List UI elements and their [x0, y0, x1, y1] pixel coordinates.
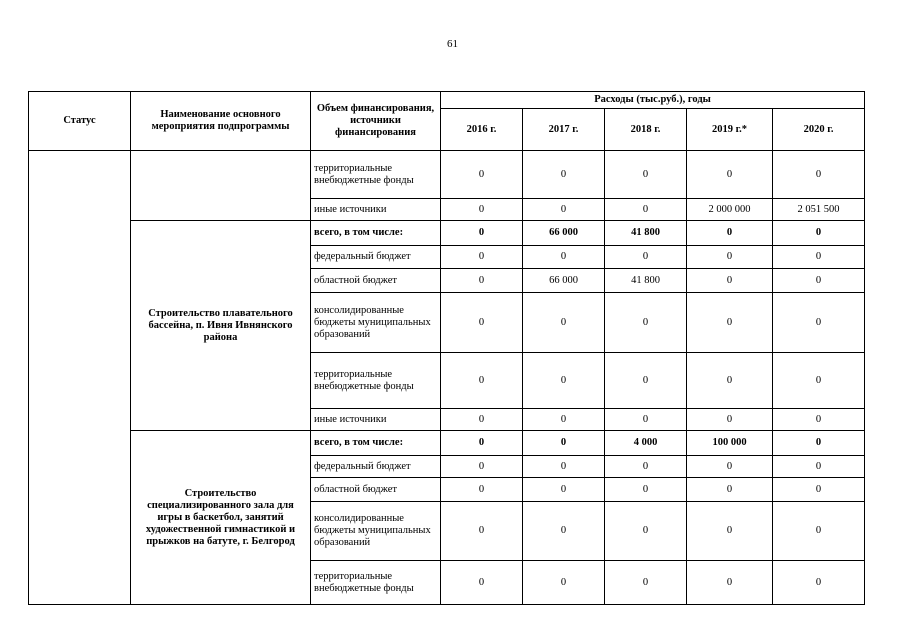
status-cell	[29, 151, 131, 605]
funding-source-cell: консолидированные бюджеты муниципальных образований	[311, 293, 441, 353]
funding-source-cell: территориальные внебюджетные фонды	[311, 561, 441, 605]
amount-cell: 0	[605, 151, 687, 199]
amount-cell: 0	[523, 456, 605, 478]
funding-source-cell: федеральный бюджет	[311, 246, 441, 269]
amount-cell: 0	[773, 353, 865, 409]
amount-cell: 0	[687, 269, 773, 293]
amount-cell: 0	[773, 502, 865, 561]
amount-cell: 100 000	[687, 431, 773, 456]
header-year: 2017 г.	[523, 109, 605, 151]
amount-cell: 66 000	[523, 221, 605, 246]
amount-cell: 0	[687, 478, 773, 502]
amount-cell: 0	[441, 221, 523, 246]
page-number: 61	[447, 38, 458, 50]
amount-cell: 0	[441, 409, 523, 431]
measure-name-cell: Строительство плавательного бассейна, п. Ивня Ивнянского района	[131, 221, 311, 431]
amount-cell: 0	[605, 353, 687, 409]
funding-source-cell: территориальные внебюджетные фонды	[311, 353, 441, 409]
header-year: 2018 г.	[605, 109, 687, 151]
amount-cell: 0	[773, 151, 865, 199]
amount-cell: 0	[773, 456, 865, 478]
amount-cell: 66 000	[523, 269, 605, 293]
funding-source-cell: областной бюджет	[311, 478, 441, 502]
amount-cell: 0	[523, 409, 605, 431]
amount-cell: 0	[773, 293, 865, 353]
funding-source-cell: территориальные внебюджетные фонды	[311, 151, 441, 199]
amount-cell: 0	[687, 409, 773, 431]
amount-cell: 41 800	[605, 221, 687, 246]
amount-cell: 0	[523, 431, 605, 456]
measure-name-cell	[131, 151, 311, 221]
amount-cell: 0	[605, 456, 687, 478]
header-volume: Объем финансирования, источники финансирования	[311, 92, 441, 151]
amount-cell: 0	[687, 456, 773, 478]
amount-cell: 0	[773, 478, 865, 502]
amount-cell: 0	[441, 246, 523, 269]
funding-source-cell: федеральный бюджет	[311, 456, 441, 478]
amount-cell: 0	[441, 502, 523, 561]
amount-cell: 0	[523, 478, 605, 502]
amount-cell: 0	[605, 561, 687, 605]
funding-source-cell: иные источники	[311, 199, 441, 221]
amount-cell: 0	[605, 502, 687, 561]
table-row	[29, 431, 865, 456]
amount-cell: 0	[441, 431, 523, 456]
amount-cell: 0	[687, 561, 773, 605]
funding-source-cell: консолидированные бюджеты муниципальных образований	[311, 502, 441, 561]
amount-cell: 0	[773, 431, 865, 456]
amount-cell: 0	[773, 221, 865, 246]
funding-source-cell: иные источники	[311, 409, 441, 431]
amount-cell: 41 800	[605, 269, 687, 293]
amount-cell: 0	[773, 409, 865, 431]
table-row	[29, 221, 865, 246]
amount-cell: 0	[687, 502, 773, 561]
amount-cell: 0	[687, 246, 773, 269]
funding-source-cell: всего, в том числе:	[311, 431, 441, 456]
amount-cell: 0	[441, 269, 523, 293]
amount-cell: 0	[523, 199, 605, 221]
budget-table	[28, 91, 865, 605]
header-status: Статус	[29, 92, 131, 151]
header-year: 2020 г.	[773, 109, 865, 151]
amount-cell: 0	[441, 561, 523, 605]
amount-cell: 0	[523, 353, 605, 409]
amount-cell: 0	[773, 246, 865, 269]
header-year: 2016 г.	[441, 109, 523, 151]
funding-source-cell: областной бюджет	[311, 269, 441, 293]
amount-cell: 4 000	[605, 431, 687, 456]
amount-cell: 0	[773, 561, 865, 605]
funding-source-cell: всего, в том числе:	[311, 221, 441, 246]
amount-cell: 2 051 500	[773, 199, 865, 221]
table-row	[29, 151, 865, 199]
amount-cell: 0	[441, 456, 523, 478]
amount-cell: 0	[605, 293, 687, 353]
amount-cell: 0	[523, 561, 605, 605]
header-name: Наименование основного мероприятия подпрограммы	[131, 92, 311, 151]
amount-cell: 0	[523, 502, 605, 561]
amount-cell: 0	[687, 221, 773, 246]
amount-cell: 0	[441, 293, 523, 353]
amount-cell: 0	[605, 478, 687, 502]
amount-cell: 0	[441, 353, 523, 409]
amount-cell: 2 000 000	[687, 199, 773, 221]
amount-cell: 0	[523, 151, 605, 199]
table-body	[29, 151, 865, 605]
amount-cell: 0	[441, 199, 523, 221]
amount-cell: 0	[523, 246, 605, 269]
amount-cell: 0	[605, 246, 687, 269]
measure-name-cell: Строительство специализированного зала для игры в баскетбол, занятий художественной гимнастикой и прыжков на батуте, г. Белгород	[131, 431, 311, 605]
amount-cell: 0	[605, 409, 687, 431]
amount-cell: 0	[687, 353, 773, 409]
amount-cell: 0	[687, 293, 773, 353]
amount-cell: 0	[773, 269, 865, 293]
header-year: 2019 г.*	[687, 109, 773, 151]
amount-cell: 0	[441, 151, 523, 199]
header-expenses: Расходы (тыс.руб.), годы	[441, 92, 865, 109]
amount-cell: 0	[605, 199, 687, 221]
amount-cell: 0	[441, 478, 523, 502]
amount-cell: 0	[523, 293, 605, 353]
amount-cell: 0	[687, 151, 773, 199]
